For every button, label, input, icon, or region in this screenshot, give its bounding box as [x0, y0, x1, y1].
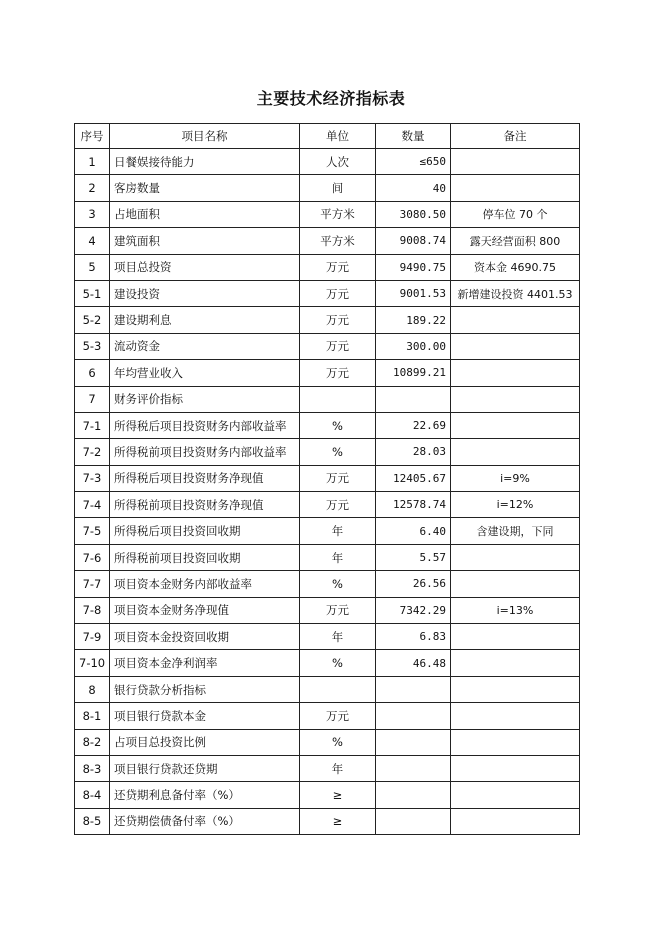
table-row [75, 703, 580, 729]
quantity-cell: 9008.74 [376, 228, 451, 254]
note-cell [451, 703, 580, 729]
row-number-cell: 1 [75, 149, 110, 175]
row-number-cell: 7-6 [75, 544, 110, 570]
quantity-cell: 300.00 [376, 333, 451, 359]
item-name-cell: 项目银行贷款本金 [110, 703, 300, 729]
note-cell [451, 333, 580, 359]
table-row [75, 360, 580, 386]
quantity-cell: 12578.74 [376, 492, 451, 518]
quantity-cell: 28.03 [376, 439, 451, 465]
row-number-cell: 8-4 [75, 782, 110, 808]
note-cell [451, 676, 580, 702]
table-row [75, 254, 580, 280]
row-number-cell: 4 [75, 228, 110, 254]
item-name-cell: 项目资本金投资回收期 [110, 624, 300, 650]
row-number-cell: 6 [75, 360, 110, 386]
quantity-cell: 5.57 [376, 544, 451, 570]
table-row [75, 571, 580, 597]
quantity-cell [376, 676, 451, 702]
item-name-cell: 还贷期利息备付率（%） [110, 782, 300, 808]
table-row [75, 280, 580, 306]
item-name-cell: 占地面积 [110, 201, 300, 227]
note-cell [451, 782, 580, 808]
unit-cell: % [300, 439, 376, 465]
row-number-cell: 5 [75, 254, 110, 280]
unit-cell: 平方米 [300, 201, 376, 227]
page-title: 主要技术经济指标表 [256, 89, 406, 108]
quantity-cell: 10899.21 [376, 360, 451, 386]
note-cell: i=13% [451, 597, 580, 623]
item-name-cell: 所得税前项目投资财务净现值 [110, 492, 300, 518]
table-row [75, 439, 580, 465]
quantity-cell: ≤650 [376, 149, 451, 175]
row-number-cell: 7-8 [75, 597, 110, 623]
header-no: 序号 [75, 124, 110, 149]
note-cell [451, 729, 580, 755]
unit-cell: 年 [300, 518, 376, 544]
unit-cell: 人次 [300, 149, 376, 175]
unit-cell: % [300, 650, 376, 676]
note-cell [451, 307, 580, 333]
table-row [75, 782, 580, 808]
item-name-cell: 日餐娱接待能力 [110, 149, 300, 175]
row-number-cell: 7-9 [75, 624, 110, 650]
note-cell [451, 175, 580, 201]
note-cell [451, 650, 580, 676]
item-name-cell: 流动资金 [110, 333, 300, 359]
row-number-cell: 8-2 [75, 729, 110, 755]
row-number-cell: 7-7 [75, 571, 110, 597]
table-row [75, 650, 580, 676]
note-cell [451, 439, 580, 465]
unit-cell: 万元 [300, 465, 376, 491]
table-row [75, 412, 580, 438]
quantity-cell: 6.83 [376, 624, 451, 650]
quantity-cell: 3080.50 [376, 201, 451, 227]
item-name-cell: 项目资本金净利润率 [110, 650, 300, 676]
table-row [75, 492, 580, 518]
note-cell: 含建设期，下同 [451, 518, 580, 544]
item-name-cell: 建设期利息 [110, 307, 300, 333]
row-number-cell: 8-3 [75, 755, 110, 781]
item-name-cell: 所得税前项目投资回收期 [110, 544, 300, 570]
unit-cell: 万元 [300, 360, 376, 386]
quantity-cell [376, 729, 451, 755]
item-name-cell: 项目资本金财务净现值 [110, 597, 300, 623]
item-name-cell: 所得税后项目投资财务内部收益率 [110, 412, 300, 438]
quantity-cell: 26.56 [376, 571, 451, 597]
table-row [75, 307, 580, 333]
note-cell: 停车位 70 个 [451, 201, 580, 227]
note-cell: 资本金 4690.75 [451, 254, 580, 280]
quantity-cell: 9490.75 [376, 254, 451, 280]
row-number-cell: 8-5 [75, 808, 110, 834]
header-note: 备注 [451, 124, 580, 149]
item-name-cell: 客房数量 [110, 175, 300, 201]
table-row [75, 624, 580, 650]
row-number-cell: 2 [75, 175, 110, 201]
item-name-cell: 还贷期偿债备付率（%） [110, 808, 300, 834]
unit-cell: 万元 [300, 254, 376, 280]
quantity-cell: 7342.29 [376, 597, 451, 623]
unit-cell: 万元 [300, 280, 376, 306]
unit-cell: 万元 [300, 597, 376, 623]
quantity-cell: 9001.53 [376, 280, 451, 306]
table-row [75, 465, 580, 491]
quantity-cell [376, 782, 451, 808]
quantity-cell: 189.22 [376, 307, 451, 333]
unit-cell [300, 676, 376, 702]
note-cell: i=12% [451, 492, 580, 518]
note-cell [451, 755, 580, 781]
quantity-cell: 22.69 [376, 412, 451, 438]
item-name-cell: 银行贷款分析指标 [110, 676, 300, 702]
quantity-cell: 6.40 [376, 518, 451, 544]
unit-cell: 万元 [300, 333, 376, 359]
item-name-cell: 项目银行贷款还贷期 [110, 755, 300, 781]
unit-cell: 万元 [300, 492, 376, 518]
unit-cell: 年 [300, 755, 376, 781]
header-qty: 数量 [376, 124, 451, 149]
quantity-cell [376, 808, 451, 834]
table-row [75, 201, 580, 227]
item-name-cell: 建筑面积 [110, 228, 300, 254]
indicators-table [74, 123, 580, 835]
table-row [75, 755, 580, 781]
unit-cell: 间 [300, 175, 376, 201]
header-name: 项目名称 [110, 124, 300, 149]
unit-cell: 万元 [300, 307, 376, 333]
row-number-cell: 5-3 [75, 333, 110, 359]
unit-cell: % [300, 571, 376, 597]
table-row [75, 518, 580, 544]
unit-cell: 万元 [300, 703, 376, 729]
note-cell [451, 808, 580, 834]
quantity-cell [376, 386, 451, 412]
note-cell [451, 571, 580, 597]
item-name-cell: 财务评价指标 [110, 386, 300, 412]
row-number-cell: 5-1 [75, 280, 110, 306]
unit-cell: % [300, 729, 376, 755]
quantity-cell: 40 [376, 175, 451, 201]
table-row [75, 175, 580, 201]
item-name-cell: 项目总投资 [110, 254, 300, 280]
note-cell: 露天经营面积 800 [451, 228, 580, 254]
note-cell [451, 360, 580, 386]
row-number-cell: 7-10 [75, 650, 110, 676]
unit-cell: 年 [300, 624, 376, 650]
row-number-cell: 7-3 [75, 465, 110, 491]
table-row [75, 544, 580, 570]
header-row [75, 124, 580, 149]
quantity-cell: 12405.67 [376, 465, 451, 491]
unit-cell [300, 386, 376, 412]
table-row [75, 386, 580, 412]
note-cell [451, 544, 580, 570]
table-row [75, 676, 580, 702]
quantity-cell [376, 755, 451, 781]
row-number-cell: 5-2 [75, 307, 110, 333]
item-name-cell: 所得税后项目投资回收期 [110, 518, 300, 544]
row-number-cell: 3 [75, 201, 110, 227]
item-name-cell: 占项目总投资比例 [110, 729, 300, 755]
item-name-cell: 所得税前项目投资财务内部收益率 [110, 439, 300, 465]
row-number-cell: 7-1 [75, 412, 110, 438]
note-cell [451, 412, 580, 438]
note-cell: i=9% [451, 465, 580, 491]
table-body [75, 149, 580, 835]
note-cell [451, 149, 580, 175]
unit-cell: ≥ [300, 808, 376, 834]
table-row [75, 808, 580, 834]
item-name-cell: 所得税后项目投资财务净现值 [110, 465, 300, 491]
header-unit: 单位 [300, 124, 376, 149]
row-number-cell: 8-1 [75, 703, 110, 729]
item-name-cell: 建设投资 [110, 280, 300, 306]
row-number-cell: 7-4 [75, 492, 110, 518]
unit-cell: % [300, 412, 376, 438]
note-cell [451, 624, 580, 650]
quantity-cell [376, 703, 451, 729]
item-name-cell: 项目资本金财务内部收益率 [110, 571, 300, 597]
row-number-cell: 7-2 [75, 439, 110, 465]
table-row [75, 729, 580, 755]
table-row [75, 333, 580, 359]
note-cell: 新增建设投资 4401.53 [451, 280, 580, 306]
note-cell [451, 386, 580, 412]
quantity-cell: 46.48 [376, 650, 451, 676]
table-row [75, 228, 580, 254]
row-number-cell: 8 [75, 676, 110, 702]
row-number-cell: 7 [75, 386, 110, 412]
row-number-cell: 7-5 [75, 518, 110, 544]
unit-cell: ≥ [300, 782, 376, 808]
unit-cell: 年 [300, 544, 376, 570]
table-row [75, 597, 580, 623]
unit-cell: 平方米 [300, 228, 376, 254]
item-name-cell: 年均营业收入 [110, 360, 300, 386]
table-row [75, 149, 580, 175]
